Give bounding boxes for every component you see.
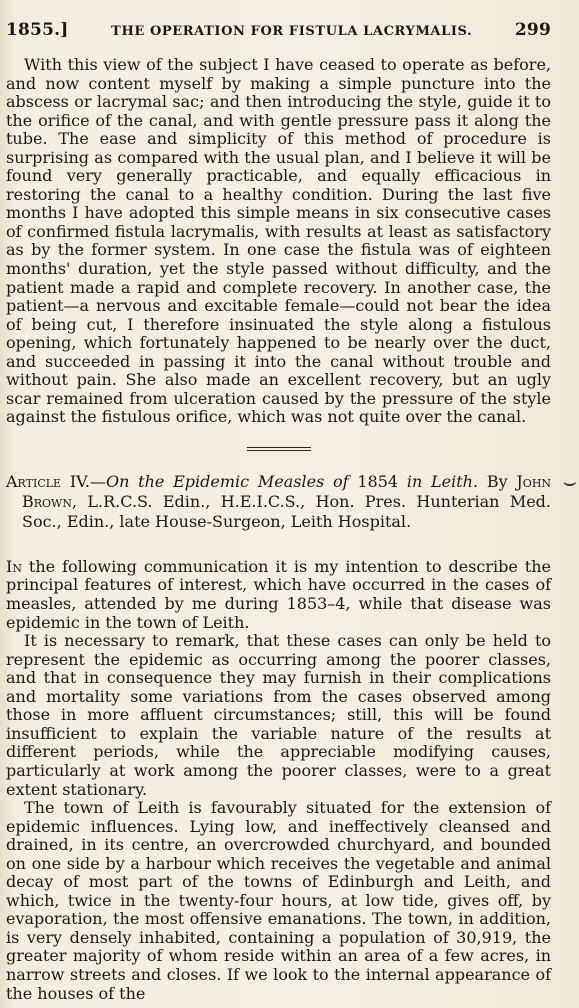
article-dash: — <box>90 471 106 491</box>
article-title-part-1: On the Epidemic Measles of <box>106 471 349 491</box>
paragraph-style-method: With this view of the subject I have ceased to operate as before, and now content myself by making a simple puncture into the abscess or lacrymal sac; and then introducing the style, guide it to the orifice of the canal, and with gentle pressure pass it along the tube. The ease and simplicity of this method of procedure is surprising as compared with the usual plan, and I believe it will be found very generally practicable, and equally efficacious in restoring the canal to a healthy condition. During the last five months I have adopted this simple means in six consecutive cases of confirmed fistula lacrymalis, with results at least as satisfactory as by the former system. In one case the fistula was of eighteen months' duration, yet the style passed without difficulty, and the patient made a rapid and complete recovery. In another case, the patient—a nervous and excitable female—could not bear the idea of being cut, I therefore insinuated the style along a fistulous opening, which fortunately happened to be nearly over the duct, and succeeded in passing it into the canal without trouble and without pain. She also made an excellent recovery, but an ugly scar remained from ulceration caused by the pressure of the style against the fistulous orifice, which was not quite over the canal. <box>6 55 551 427</box>
page-number: 299 <box>514 20 551 40</box>
article-title-part-2: in Leith. <box>406 471 479 491</box>
paragraph-introduction <box>6 558 551 632</box>
paragraph-town-of-leith: The town of Leith is favourably situated for the extension of epidemic influences. Lying low, and ineffectively cleansed and drained, in its centre, an overcrowded churchyard, and bounded on one side by a harbour which receives the vegetable and animal decay of most part of the towns of Edinburgh and Leith, and which, twice in the twenty-four hours, at low tide, gives off, by evaporation, the most offensive emanations. The town, in addition, is very densely inhabited, containing a population of 30,919, the greater majority of whom reside within an area of a few acres, in narrow streets and closes. If we look to the internal appearance of the houses of the <box>6 798 551 1003</box>
article-by: By <box>486 471 508 491</box>
paragraph-poorer-classes: It is necessary to remark, that these cases can only be held to represent the epidemic as occurring among the poorer classes, and that in consequence they may furnish in their complications and mortality some variations from the cases observed among those in more affluent circumstances; still, this will be found insufficient to explain the variable nature of the results at different periods, while the appreciable modifying causes, particularly at work among the poorer classes, were to a great extent stationary. <box>6 631 551 799</box>
article-title-year: 1854 <box>357 471 399 491</box>
running-head-year: 1855.] <box>6 20 69 40</box>
paragraph-first-word: In <box>6 556 22 576</box>
running-head-title: THE OPERATION FOR FISTULA LACRYMALIS. <box>111 24 473 39</box>
article-author: John Brown <box>22 471 552 511</box>
article-heading <box>6 472 551 532</box>
article-credentials: , L.R.C.S. Edin., H.E.I.C.S., Hon. Pres. Hunterian Med. Soc., Edin., late House-Surgeon, Leith Hospital. <box>22 491 551 531</box>
margin-mark: ⌣ <box>562 470 577 495</box>
section-divider <box>247 447 311 451</box>
running-head <box>6 20 551 40</box>
article-label: Article IV. <box>6 471 90 491</box>
paragraph-introduction-text: the following communication it is my intention to describe the principal features of interest, which have occurred in the cases of measles, attended by me during 1853–4, while that disease was epidemic in the town of Leith. <box>6 556 551 632</box>
